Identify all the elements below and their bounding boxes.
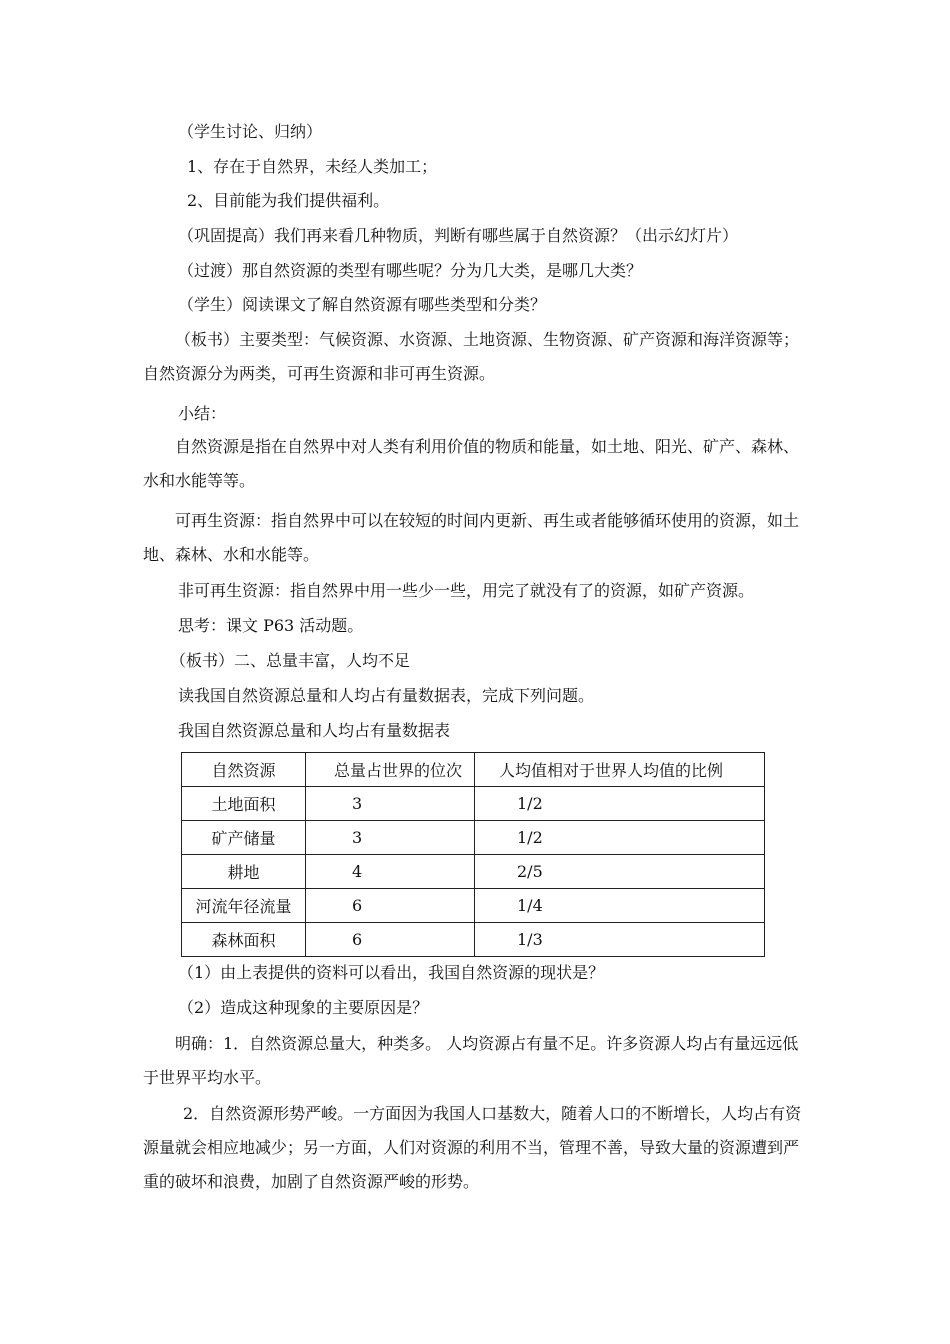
table-cell: 1/4 bbox=[475, 889, 765, 923]
table-cell: 4 bbox=[306, 855, 475, 889]
table-header-cell: 人均值相对于世界人均值的比例 bbox=[475, 753, 765, 787]
paragraph: （学生）阅读课文了解自然资源有哪些类型和分类？ bbox=[178, 295, 547, 314]
table-header-row bbox=[182, 753, 765, 787]
paragraph: 1、存在于自然界，未经人类加工； bbox=[187, 157, 438, 176]
paragraph: 小结： bbox=[178, 404, 227, 423]
table-header-cell: 自然资源 bbox=[182, 753, 306, 787]
table-cell: 1/2 bbox=[475, 821, 765, 855]
table-cell: 土地面积 bbox=[182, 787, 306, 821]
table-cell: 2/5 bbox=[475, 855, 765, 889]
table-row bbox=[182, 923, 765, 957]
resource-table bbox=[181, 752, 765, 957]
question: （1）由上表提供的资料可以看出，我国自然资源的现状是？ bbox=[178, 963, 605, 982]
table-row bbox=[182, 787, 765, 821]
answer-paragraph: 明确：1．自然资源总量大，种类多。 人均资源占有量不足。许多资源人均占有量远远低于世界平均水平。 bbox=[143, 1034, 799, 1087]
table-cell: 1/3 bbox=[475, 923, 765, 957]
table-row bbox=[182, 855, 765, 889]
paragraph: （板书）主要类型：气候资源、水资源、土地资源、生物资源、矿产资源和海洋资源等；自然资源分为两类，可再生资源和非可再生资源。 bbox=[143, 330, 800, 383]
table-cell: 6 bbox=[306, 923, 475, 957]
paragraph: 非可再生资源：指自然界中用一些少一些，用完了就没有了的资源，如矿产资源。 bbox=[178, 581, 755, 600]
question: （2）造成这种现象的主要原因是？ bbox=[178, 998, 429, 1017]
paragraph: （巩固提高）我们再来看几种物质，判断有哪些属于自然资源？（出示幻灯片） bbox=[178, 226, 739, 245]
table-caption: 我国自然资源总量和人均占有量数据表 bbox=[178, 721, 451, 740]
paragraph: （板书）二、总量丰富，人均不足 bbox=[170, 651, 411, 670]
table-cell: 6 bbox=[306, 889, 475, 923]
table-cell: 1/2 bbox=[475, 787, 765, 821]
table-cell: 3 bbox=[306, 821, 475, 855]
paragraph: 可再生资源：指自然界中可以在较短的时间内更新、再生或者能够循环使用的资源，如土地、森林、水和水能等。 bbox=[143, 511, 800, 564]
paragraph: （过渡）那自然资源的类型有哪些呢？分为几大类，是哪几大类？ bbox=[178, 261, 643, 280]
table-cell: 耕地 bbox=[182, 855, 306, 889]
paragraph: 2、目前能为我们提供福利。 bbox=[187, 191, 390, 210]
paragraph: 读我国自然资源总量和人均占有量数据表，完成下列问题。 bbox=[178, 686, 595, 705]
paragraph: 自然资源是指在自然界中对人类有利用价值的物质和能量，如土地、阳光、矿产、森林、水和水能等等。 bbox=[143, 437, 800, 490]
answer-paragraph: 2．自然资源形势严峻。一方面因为我国人口基数大，随着人口的不断增长，人均占有资源量就会相应地减少；另一方面，人们对资源的利用不当，管理不善，导致大量的资源遭到严重的破坏和浪费，加剧了自然资源严峻的形势。 bbox=[143, 1104, 802, 1191]
table-header-cell: 总量占世界的位次 bbox=[306, 753, 475, 787]
table-cell: 矿产储量 bbox=[182, 821, 306, 855]
paragraph: 思考：课文 P63 活动题。 bbox=[178, 616, 364, 635]
table-cell: 河流年径流量 bbox=[182, 889, 306, 923]
table-row bbox=[182, 821, 765, 855]
paragraph: （学生讨论、归纳） bbox=[178, 122, 323, 141]
table-cell: 3 bbox=[306, 787, 475, 821]
table-cell: 森林面积 bbox=[182, 923, 306, 957]
table-row bbox=[182, 889, 765, 923]
